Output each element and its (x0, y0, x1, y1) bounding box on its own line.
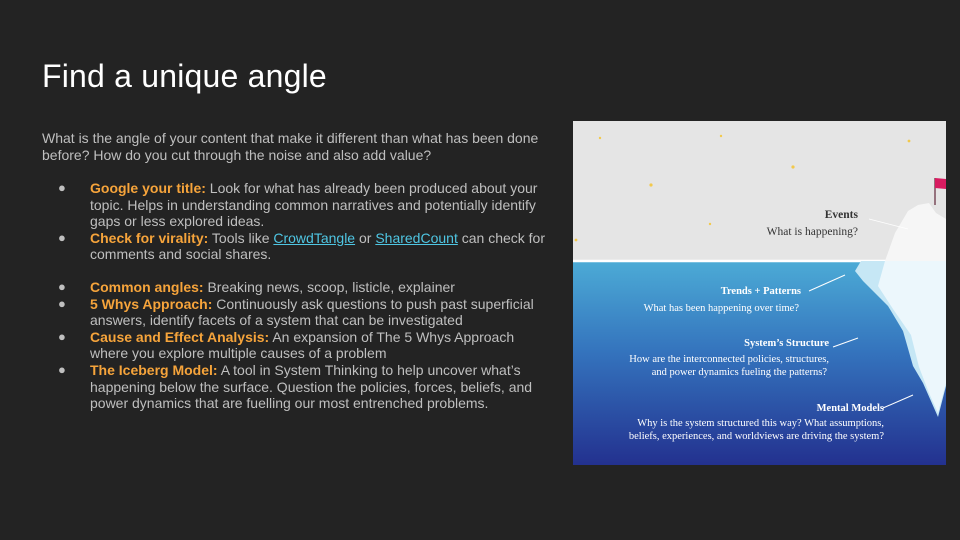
list-item (42, 279, 552, 296)
sharedcount-link[interactable]: SharedCount (375, 229, 458, 246)
bullet-text: A tool in System Thinking to help uncover what’s happening below the surface. Question the policies, forces, beliefs, and power dynamics that are fuelling our most entrenched problems. (90, 361, 533, 412)
list-item (42, 296, 552, 329)
sky-background (573, 121, 946, 261)
bullet-icon: ● (58, 295, 66, 311)
bullet-key: Common angles: (90, 278, 204, 295)
label-trends-title: Trends + Patterns (720, 286, 801, 297)
label-models-question-1: Why is the system structured this way? What assumptions, (637, 418, 884, 429)
label-structure-question-1: How are the interconnected policies, structures, (629, 354, 829, 365)
bullet-key: 5 Whys Approach: (90, 295, 213, 312)
bullet-key: Cause and Effect Analysis: (90, 328, 270, 345)
bullet-key: The Iceberg Model: (90, 361, 218, 378)
bullet-text: Tools like (208, 229, 274, 246)
slide-title: Find a unique angle (42, 58, 327, 94)
bullet-icon: ● (58, 229, 66, 245)
bullet-text: An expansion of The 5 Whys Approach where you explore multiple causes of a problem (90, 328, 515, 362)
label-structure-question-2: and power dynamics fueling the patterns? (651, 367, 827, 378)
bullet-key: Check for virality: (90, 229, 209, 246)
label-events-title: Events (824, 209, 858, 221)
label-structure-title: System’s Structure (744, 338, 829, 349)
list-item (42, 329, 552, 362)
bullet-key: Google your title: (90, 180, 206, 196)
bullet-icon: ● (58, 328, 66, 344)
bullet-text: or (355, 229, 376, 246)
bullet-icon: ● (58, 180, 66, 195)
tips-list (42, 180, 552, 412)
list-item (42, 230, 552, 263)
bullet-icon: ● (58, 361, 66, 377)
bullet-icon: ● (58, 278, 66, 294)
flag-icon (935, 178, 946, 189)
label-trends-question: What has been happening over time? (643, 303, 799, 314)
iceberg-model-diagram (573, 121, 946, 465)
bullet-text: Look for what has already been produced about your topic. Helps in understanding common narratives and potentially identify gaps or less explored ideas. (90, 180, 538, 230)
label-models-question-2: beliefs, experiences, and worldviews are driving the system? (628, 431, 884, 442)
list-item (42, 362, 552, 412)
bullet-text: Breaking news, scoop, listicle, explainer (203, 278, 455, 295)
bullet-text: can check for comments and social shares. (90, 229, 545, 263)
label-events-question: What is happening? (766, 226, 858, 238)
crowdtangle-link[interactable]: CrowdTangle (273, 229, 356, 246)
label-models-title: Mental Models (816, 403, 884, 414)
list-item (42, 180, 552, 230)
bullet-text: Continuously ask questions to push past superficial answers, identify facets of a system that can be investigated (90, 295, 534, 329)
intro-text: What is the angle of your content that make it different than what has been done before? How do you cut through the noise and also add value? (42, 130, 539, 163)
